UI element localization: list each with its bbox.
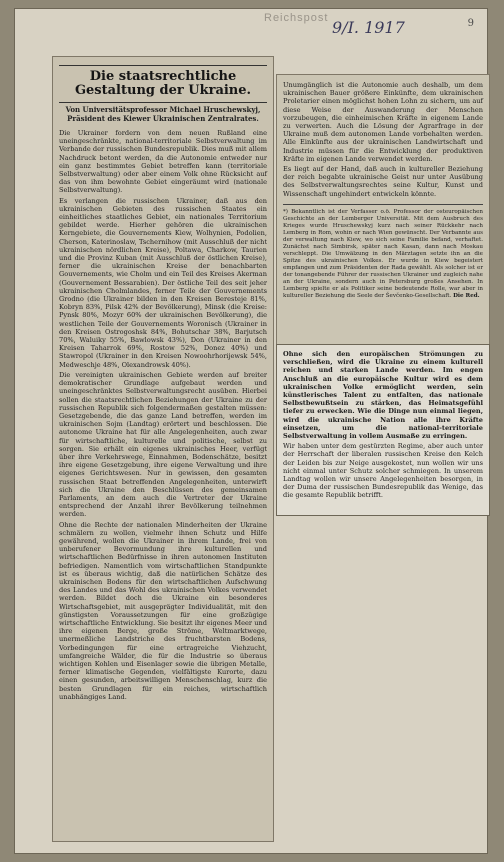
article-title: Die staatsrechtliche Gestaltung der Ukraine. [59,65,267,103]
paragraph: Es verlangen die russischen Ukrainer, daß aus den ukrainischen Gebieten des russischen Staates ein einheitliches staatliches Gebiet, ein nationales Territorium gebildet werde. Hierher gehören die ukrainischen Kerngebiete, die Gouvernements Kiew, Wolhynien, Podolien, Cherson, Katerinoslaw, Tschernihow (mit Ausschluß der nicht ukrainischen nördlichen Kreise), Poltawa, Charkow, Taurien und die Provinz Kuban (mit Ausschluß der östlichen Kreise), ferner die ukrainischen Kreise der benachbarten Gouvernements, wie Cholm und ein Teil des Kreises Akerman (Gouvernement Bessarabien). Der östliche Teil des seit jeher ukrainischen Cholmlandes, ferner Teile der Gouvernements Grodno (die Ukrainer bilden in den Kreisen Beresteje 81%, Kobryn 83%, Pilsk 42% der Bevölkerung), Minsk (die Kreise: Pynsk 80%, Mozyr 60% der ukrainischen Bevölkerung), die westlichen Teile der Gouvernements Woronisch (Ukrainer in den Kreisen Ostrogoshsk 84%, Bohutschar 38%, Barjutsch 70%, Waluiky 55%, Bawlowsk 43%), Don (Ukrainer in den Kreisen Taharrok 69%, Rostow 52%, Donez 40%) und Stawropol (Ukrainer in den Kreisen Nowoohrhorijewsk 54%, Medweschje 48%, Olexandrowsk 40%). [59,196,267,369]
article-author: Von Universitätsprofessor Michael Hruschewskyj, Präsident des Kiewer Ukrainischen Zentralrates. [65,105,261,123]
article-column-left [52,56,274,842]
footnote-text: *) Bekanntlich ist der Verfasser o.ö. Professor der osteuropäischen Geschichte an der Lemberger Universität. Mit dem Ausbruch des Krieges wurde Hruschewskyj kurz nach seiner Rückkehr nach Lemberg in Rom, wohin er nach Wien gewünscht. Der Verbannte aus der verwaltung nach Kiew, wo sich seine Familie befand, verhaftet. Zunächst nach Simbirsk, später nach Kasan, dann nach Moskau verschleppt. Die Umwälzung in den Märztagen setzte ihn an die Spitze des ukrainischen Volkes. Er wurde in Kiew begeistert empfangen und zum Präsidenten der Rada gewählt. Als solcher ist er der tonangebende Führer der russischen Ukrainer und zugleich nahe an der Ukraine, sondern auch in Petersburg großes Ansehen. In Lemberg spielte er als Politiker seine bedeutende Rolle, war aber in kultureller Beziehung die Seele der Ševčenko-Gesellschaft. [283,208,483,299]
footnote [283,204,483,300]
article-column-right-bottom [276,344,490,516]
paragraph: Ohne sich den europäischen Strömungen zu verschließen, wird die Ukraine zu einem kulturell reichen und starken Lande werden. Im engen Anschluß an die europäische Kultur wird es dem ukrainischen Volke ermöglicht werden, sein künstlerisches Talent zu entfalten, das nationale Selbstbewußtsein zu stärken, das Heimatsgefühl tiefer zu erwecken. Wie die Dinge nun einmal liegen, wird die ukrainische Nation alle ihre Kräfte einsetzen, um die national-territoriale Selbstverwaltung in vollem Ausmaße zu erringen. [283,350,483,441]
page-number: 9 [467,18,474,29]
paragraph: Ohne die Rechte der nationalen Minderheiten der Ukraine schmälern zu wollen, vielmehr ihnen Schutz und Hilfe gewährend, wollen die Ukrainer in ihrem Lande, frei von unberufener Bevormundung ihre kulturellen und wirtschaftlichen Bedürfnisse in ihren autonomen Instituten befriedigen. Namentlich vom wirtschaftlichen Standpunkte ist es überaus wichtig, daß die natürlichen Schätze des ukrainischen Bodens für den wirtschaftlichen Aufschwung des Landes und das Wohl des ukrainischen Volkes verwendet werden. Bildet doch die Ukraine ein besonderes Wirtschaftsgebiet, mit ausgeprägter Individualität, mit den günstigsten Voraussetzungen für eine großzügige wirtschaftliche Entwicklung. Sie besitzt ihr eigenes Meer und ihre eigenen Berge, große Ströme, Weltmarktwege, unermeßliche Landstriche des fruchtbarsten Bodens, Vorbedingungen für eine ertragreiche Viehzucht, umfangreiche Wälder, die für die Industrie so überaus wichtigen Kohlen und Eisenlager sowie die übrigen Metalle, ferner klimatische Gegenden, vielfältigste Kurorte, dazu einen gesunden, arbeitswilligen Menschenschlag, kurz die besten Grundlagen für ein reiches, wirtschaftlich unabhängiges Land. [59,520,267,701]
clipping-board [14,8,488,854]
paragraph: Es liegt auf der Hand, daß auch in kultureller Beziehung der reich begabte ukrainische Geist nur unter Ausübung des Selbstverwaltungsrechtes seine Kultur, Kunst und Wissenschaft ungehindert entwickeln könnte. [283,165,483,198]
footnote-signature: Die Red. [453,292,480,299]
paragraph: Die vereinigten ukrainischen Gebiete werden auf breiter demokratischer Grundlage aufgebaut werden und uneingeschränktes Selbstverwaltungsrecht ausüben. Hierbei sollen die staatsrechtlichen Beziehungen der Ukraine zu der russischen Republik sich folgendermaßen gestalten müssen: Gesetzgebende, die das ganze Land betreffen, werden im ukrainischen Sojm (Landtag) erörtert und beschlossen. Die autonome Ukraine hat für alle Angelegenheiten, auch zwar für wirtschaftliche, kulturelle und politische, selbst zu sorgen. Sie erhält ein eigenes ukrainisches Heer, verfügt über ihre Verkehrswege, Einnahmen, Bodenschätze, besitzt ihre eigene Gesetzgebung, ihre eigene Verwaltung und ihre eigenes Gerichtswesen. Nur in gewissen, den gesamten russischen Staat betreffenden Angelegenheiten, unterwirft sich die Ukraine den Beschlüssen des gemeinsamen Parlaments, an dem auch die Vertreter der Ukraine entsprechend der Anzahl ihrer Bevölkerung teilnehmen werden. [59,370,267,519]
paragraph: Unumgänglich ist die Autonomie auch deshalb, um dem ukrainischen Bauer größere Einkünfte, dem ukrainischen Proletarier einen möglichst hohen Lohn zu sichern, um auf diese Weise der Auswanderung der Menschen vorzubeugen, die einheimischen Kräfte in eigenem Lande zu verwerten. Auch die Lösung der Agrarfrage in der Ukraine muß dem autonomen Lande vorbehalten werden. Alle Einkünfte aus der ukrainischen Landwirtschaft und Industrie müssen für die Entwicklung der produktiven Kräfte im eigenen Lande verwendet werden. [283,81,483,163]
paragraph: Wir haben unter dem gestürzten Regime, aber auch unter der Herrschaft der liberalen russischen Kreise den Kelch der Leiden bis zur Neige ausgekostet, nun wollen wir uns nicht einmal unter Schutz solcher schmiegen. In unserem Landtag wollen wir unsere Angelegenheiten besorgen, in der Duma der russischen Bundesrepublik das Wenige, das die gesamte Republik betrifft. [283,442,483,500]
newspaper-stamp: Reichspost [264,12,329,24]
paragraph: Die Ukrainer fordern von dem neuen Rußland eine uneingeschränkte, national-territoriale Selbstverwaltung im Verbande der russischen Bundesrepublik. Dies muß mit allem Nachdruck betont werden, da die Autonomie entweder nur ein ganz bestimmtes Gebiet betreffen kann (territoriale Selbstverwaltung) oder aber einem Volk ohne Rücksicht auf das von ihm bewohnte Gebiet eingeräumt wird (nationale Selbstverwaltung). [59,129,267,195]
handwritten-date: 9/I. 1917 [332,18,405,37]
